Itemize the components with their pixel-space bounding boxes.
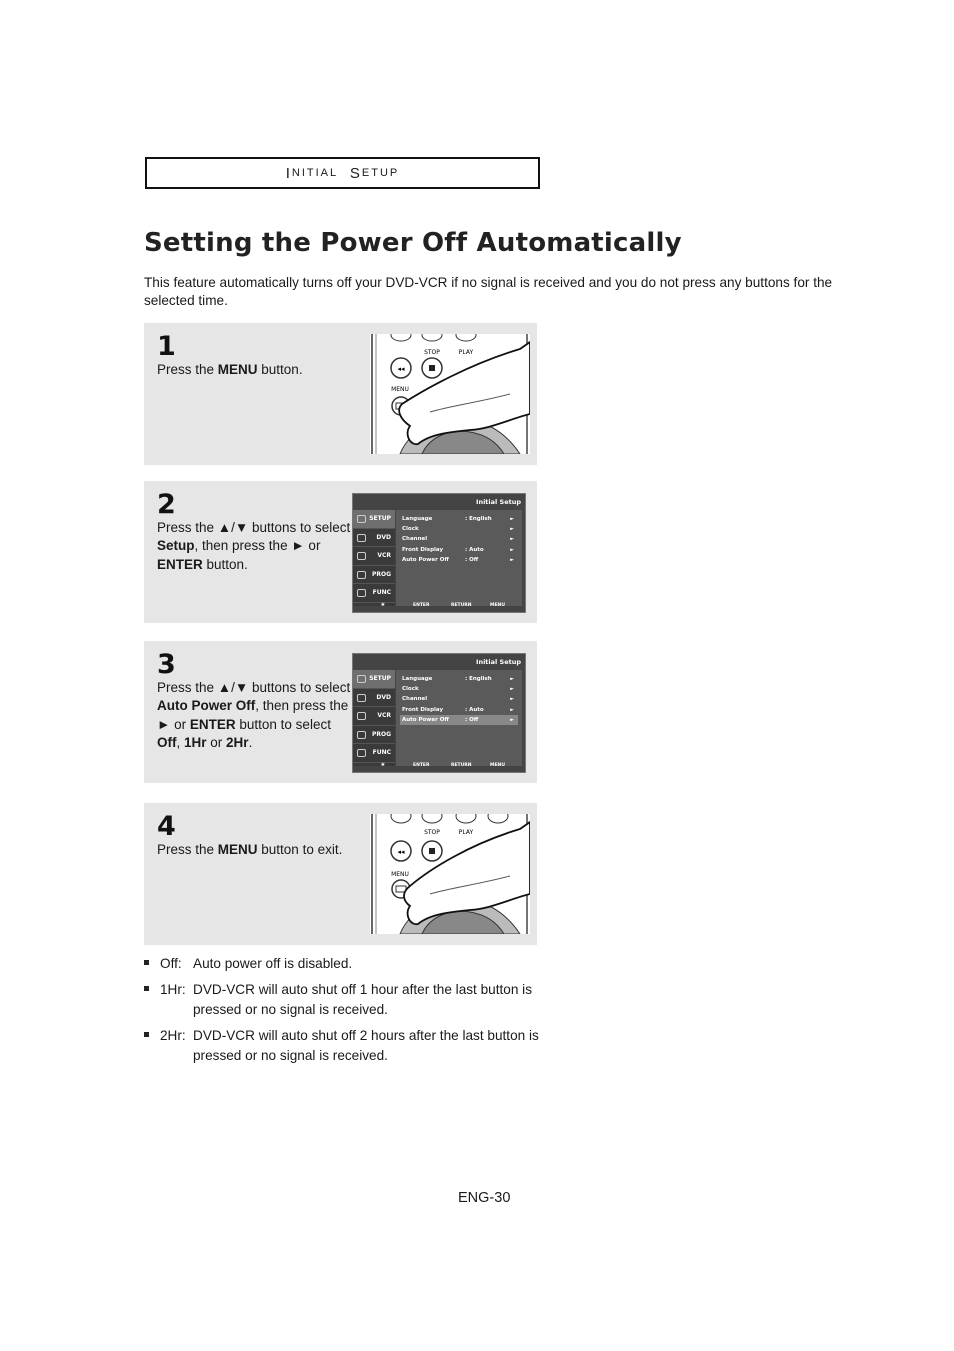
- step-instruction: Press the MENU button.: [157, 362, 303, 377]
- remote-hand-illustration: [370, 334, 530, 454]
- bullet-square: [144, 1032, 149, 1037]
- section-second-rest: ETUP: [361, 167, 400, 179]
- page-number: ENG-30: [458, 1190, 511, 1206]
- menu-hint: MENU: [490, 603, 505, 608]
- list-item: 1Hr: DVD-VCR will auto shut off 1 hour after the last button is pressed or no signal is received.: [144, 980, 544, 1020]
- osd-side-func: FUNC: [353, 744, 395, 763]
- options-list: [144, 954, 544, 1072]
- osd-side-prog: PROG: [353, 566, 395, 585]
- osd-side-setup: SETUP: [353, 510, 395, 529]
- step-1-panel: [144, 323, 537, 465]
- osd-header: Initial Setup: [476, 658, 521, 666]
- list-item: Off: Auto power off is disabled.: [144, 954, 544, 974]
- osd-footer: [353, 760, 525, 772]
- osd-sidebar: [353, 670, 395, 766]
- settings-icon: ✱: [381, 603, 385, 608]
- osd-sidebar: [353, 510, 395, 606]
- section-first-rest: NITIAL: [291, 167, 339, 179]
- step-2-panel: [144, 481, 537, 623]
- section-second-initial: S: [349, 164, 362, 182]
- list-item: 2Hr: DVD-VCR will auto shut off 2 hours after the last button is pressed or no signal is received.: [144, 1026, 544, 1066]
- osd-menu-list: [396, 510, 522, 606]
- osd-menu-list: [396, 670, 522, 766]
- grid-icon: [357, 589, 366, 597]
- section-first-initial: I: [285, 164, 292, 182]
- section-header-box: [145, 157, 540, 189]
- step-number: 2: [157, 489, 176, 520]
- osd-row-channel: Channel ►: [402, 696, 514, 702]
- step-instruction: Press the MENU button to exit.: [157, 842, 343, 857]
- osd-row-auto-power-off-highlighted: Auto Power Off : Off ►: [400, 715, 518, 725]
- step-3-panel: [144, 641, 537, 783]
- osd-row-front-display: Front Display : Auto ►: [402, 547, 514, 553]
- osd-side-dvd: DVD: [353, 689, 395, 708]
- step-4-panel: [144, 803, 537, 945]
- enter-hint: ENTER: [413, 603, 430, 608]
- disc-icon: [357, 534, 366, 542]
- tape-icon: [357, 552, 366, 560]
- svg-text:PLAY: PLAY: [458, 829, 474, 836]
- return-hint: RETURN: [451, 763, 472, 768]
- remote-hand-illustration: [370, 814, 530, 934]
- svg-text:STOP: STOP: [424, 829, 440, 836]
- osd-side-setup: SETUP: [353, 670, 395, 689]
- gear-icon: [357, 675, 366, 683]
- svg-text:MENU: MENU: [391, 386, 409, 393]
- osd-side-dvd: DVD: [353, 529, 395, 548]
- svg-text:STOP: STOP: [424, 349, 440, 356]
- svg-text:PLAY: PLAY: [458, 349, 474, 356]
- osd-side-vcr: VCR: [353, 547, 395, 566]
- page-title: Setting the Power Off Automatically: [144, 228, 682, 258]
- svg-text:◂◂: ◂◂: [397, 366, 405, 373]
- step-instruction: Press the ▲/▼ buttons to select Setup, then press the ► or ENTER button.: [157, 520, 351, 572]
- return-hint: RETURN: [451, 603, 472, 608]
- clock-icon: [357, 731, 366, 739]
- osd-row-clock: Clock ►: [402, 526, 514, 532]
- osd-row-auto-power-off: Auto Power Off : Off ►: [402, 557, 514, 563]
- disc-icon: [357, 694, 366, 702]
- gear-icon: [357, 515, 366, 523]
- svg-text:MENU: MENU: [391, 871, 409, 878]
- menu-hint: MENU: [490, 763, 505, 768]
- osd-row-front-display: Front Display : Auto ►: [402, 707, 514, 713]
- bullet-square: [144, 960, 149, 965]
- step-number: 4: [157, 811, 176, 842]
- osd-row-channel: Channel ►: [402, 536, 514, 542]
- svg-text:◂◂: ◂◂: [397, 849, 405, 856]
- osd-header: Initial Setup: [476, 498, 521, 506]
- intro-text: This feature automatically turns off your DVD-VCR if no signal is received and you do not press any buttons for the selected time.: [144, 275, 833, 308]
- tape-icon: [357, 712, 366, 720]
- step-number: 1: [157, 331, 176, 362]
- osd-row-language: Language : English ►: [402, 676, 514, 682]
- osd-side-vcr: VCR: [353, 707, 395, 726]
- osd-side-func: FUNC: [353, 584, 395, 603]
- osd-row-language: Language : English ►: [402, 516, 514, 522]
- osd-footer: [353, 600, 525, 612]
- osd-row-clock: Clock ►: [402, 686, 514, 692]
- osd-side-prog: PROG: [353, 726, 395, 745]
- step-instruction: Press the ▲/▼ buttons to select Auto Power Off, then press the ► or ENTER button to select Off, 1Hr or 2Hr.: [157, 680, 351, 750]
- grid-icon: [357, 749, 366, 757]
- bullet-square: [144, 986, 149, 991]
- enter-hint: ENTER: [413, 763, 430, 768]
- setup-menu-screen: [352, 493, 526, 613]
- setup-menu-screen-auto-power: [352, 653, 526, 773]
- clock-icon: [357, 571, 366, 579]
- settings-icon: ✱: [381, 763, 385, 768]
- step-number: 3: [157, 649, 176, 680]
